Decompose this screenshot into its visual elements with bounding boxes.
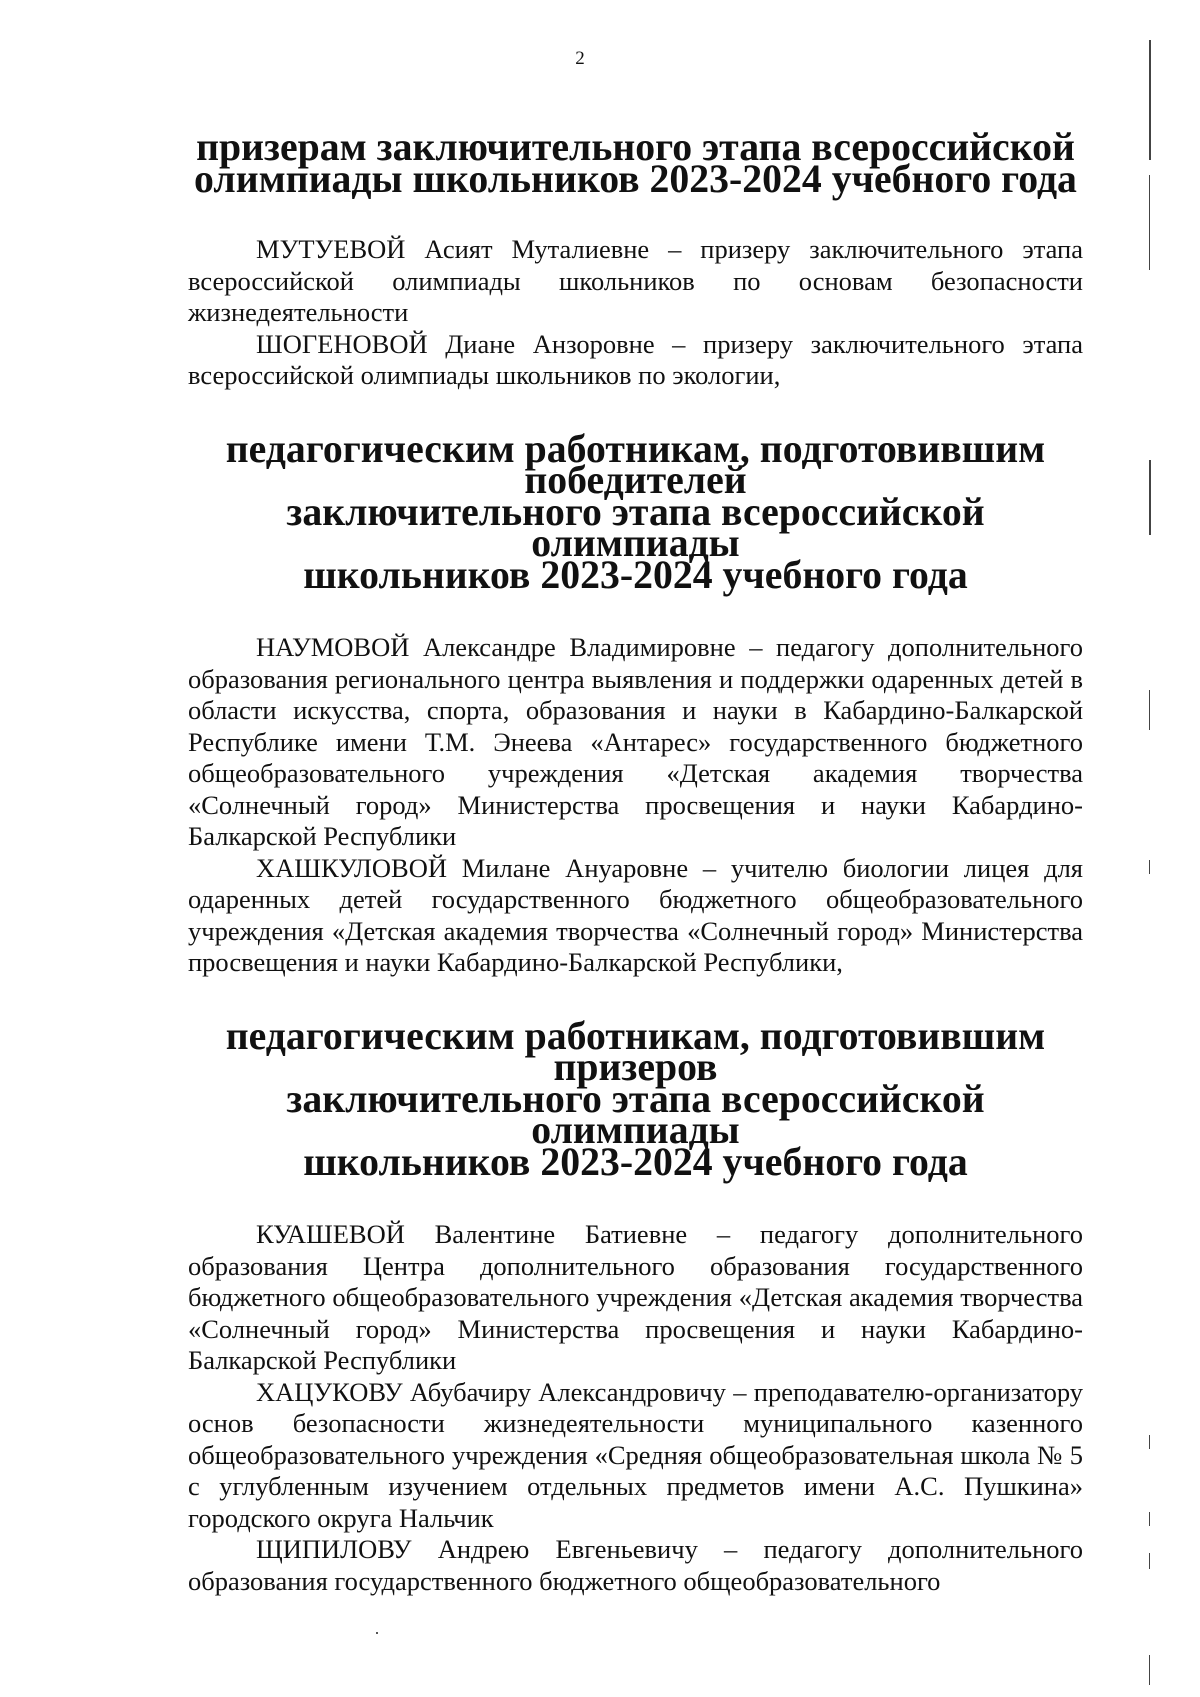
heading-line: педагогическим работникам, подготовившим призеров	[225, 1013, 1046, 1089]
scan-artifact	[1149, 460, 1151, 535]
entries-list	[188, 234, 1083, 392]
scan-artifact	[1149, 1512, 1150, 1526]
section-heading	[188, 1013, 1083, 1184]
scan-artifact	[1149, 1553, 1150, 1569]
heading-line: заключительного этапа всероссийской олимпиады	[286, 489, 985, 565]
scan-artifact	[1149, 690, 1150, 730]
section-prize-winners-students	[188, 125, 1083, 392]
scan-artifact	[1149, 1655, 1150, 1685]
scan-artifact	[1149, 1435, 1150, 1449]
scan-artifact	[1149, 860, 1150, 874]
heading-line: школьников 2023-2024 учебного года	[303, 552, 968, 597]
scan-artifact	[1149, 40, 1151, 160]
heading-line: призерам заключительного этапа всероссийской	[196, 125, 1075, 169]
list-item: ШОГЕНОВОЙ Диане Анзоровне – призеру заключительного этапа всероссийской олимпиады школьников по экологии,	[188, 328, 1083, 390]
entries-list	[188, 1219, 1083, 1597]
heading-line: олимпиады школьников 2023-2024 учебного года	[194, 156, 1077, 201]
heading-line: школьников 2023-2024 учебного года	[303, 1139, 968, 1184]
list-item: ХАШКУЛОВОЙ Милане Ануаровне – учителю биологии лицея для одаренных детей государственного бюджетного общеобразовательного учреждения «Детская академия творчества «Солнечный город» Министерства просвещения и науки Кабардино-Балкарской Республики,	[188, 852, 1083, 977]
scan-artifact	[1149, 175, 1150, 270]
list-item: ЩИПИЛОВУ Андрею Евгеньевичу – педагогу дополнительного образования государственного бюджетного общеобразовательного	[188, 1534, 1083, 1596]
section-heading	[188, 426, 1083, 597]
heading-line: педагогическим работникам, подготовившим победителей	[225, 426, 1046, 502]
section-heading	[188, 125, 1083, 201]
list-item: НАУМОВОЙ Александре Владимировне – педагогу дополнительного образования регионального центра выявления и поддержки одаренных детей в области искусства, спорта, образования и науки в Кабардино-Балкарской Республике имени Т.М. Энеева «Антарес» государственного бюджетного общеобразовательного учреждения «Детская академия творчества «Солнечный город» Министерства просвещения и науки Кабардино-Балкарской Республики	[188, 632, 1083, 851]
entries-list	[188, 632, 1083, 979]
scan-artifact	[376, 1632, 378, 1634]
section-teachers-of-prize-winners	[188, 1013, 1083, 1598]
list-item: КУАШЕВОЙ Валентине Батиевне – педагогу дополнительного образования Центра дополнительного образования государственного бюджетного общеобразовательного учреждения «Детская академия творчества «Солнечный город» Министерства просвещения и науки Кабардино-Балкарской Республики	[188, 1219, 1083, 1375]
section-teachers-of-winners	[188, 426, 1083, 979]
list-item: ХАЦУКОВУ Абубачиру Александровичу – преподавателю-организатору основ безопасности жизнедеятельности муниципального казенного общеобразовательного учреждения «Средняя общеобразовательная школа № 5 с углубленным изучением отдельных предметов имени А.С. Пушкина» городского округа Нальчик	[188, 1376, 1083, 1533]
document-body	[188, 125, 1083, 1597]
page-number: 2	[575, 48, 585, 69]
heading-line: заключительного этапа всероссийской олимпиады	[286, 1076, 985, 1152]
list-item: МУТУЕВОЙ Асият Муталиевне – призеру заключительного этапа всероссийской олимпиады школьников по основам безопасности жизнедеятельности	[188, 234, 1083, 327]
